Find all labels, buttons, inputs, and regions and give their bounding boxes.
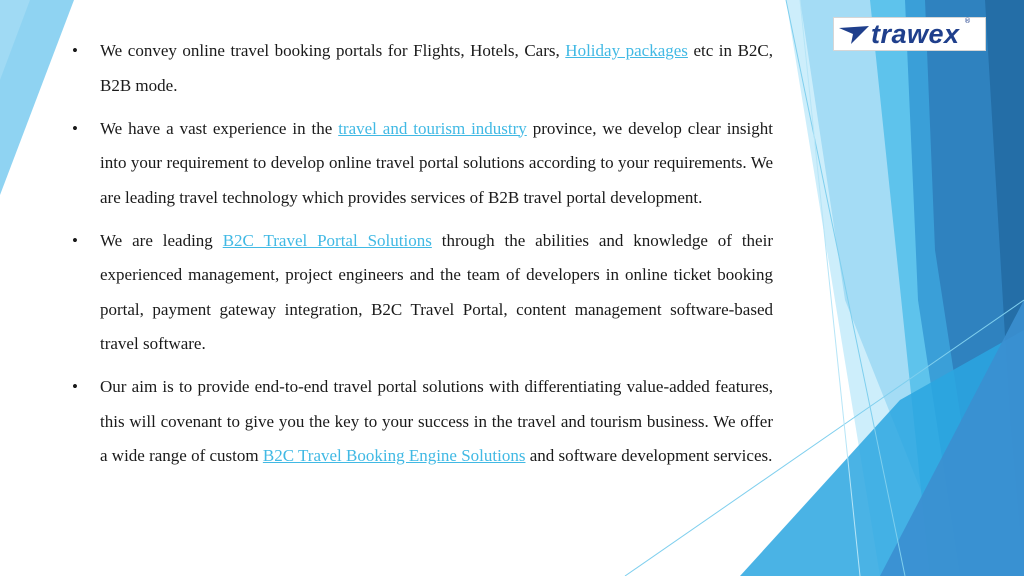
bullet-marker: • [72, 377, 78, 396]
bullet-item [72, 112, 773, 216]
bullet-text [100, 224, 773, 362]
bullet-text [100, 112, 773, 216]
bullet-marker: • [72, 41, 78, 60]
text-run: and software development services. [525, 446, 773, 465]
registered-mark: ® [964, 17, 971, 25]
text-run: through the abilities and knowledge of their experienced management, project engineers and the team of developers in online ticket booking portal, payment gateway integration, B2C Travel Portal, content management software-based travel software. [100, 230, 773, 353]
text-run: etc in B2C, B2B mode. [100, 41, 773, 95]
text-run: We have a vast experience in the [100, 118, 339, 138]
text-run: Our aim is to provide end-to-end travel portal solutions with differentiating value-added features, this will covenant to give you the key to your success in the travel and tourism business. We offer a wide range of custom [100, 377, 773, 465]
bullet-item [72, 34, 773, 103]
inline-link[interactable]: B2C Travel Booking Engine Solutions [262, 446, 526, 465]
inline-link[interactable]: travel and tourism industry [338, 118, 527, 138]
bullet-item [72, 370, 773, 474]
bullet-list [72, 34, 773, 474]
bullet-text [100, 34, 773, 103]
logo-text: trawex [871, 19, 960, 49]
text-run: province, we develop clear insight into your requirement to develop online travel portal solutions according to your requirements. We are leading travel technology which provides services of B2B travel portal development. [100, 118, 773, 207]
inline-link[interactable]: B2C Travel Portal Solutions [222, 230, 432, 250]
logo-arrow-icon [839, 26, 869, 44]
bullet-marker: • [72, 118, 78, 138]
slide-content [72, 34, 773, 482]
text-run: We convey online travel booking portals for Flights, Hotels, Cars, [100, 41, 566, 60]
inline-link[interactable]: Holiday packages [565, 41, 688, 60]
bullet-text [100, 370, 773, 474]
trawex-logo [833, 17, 986, 51]
bullet-marker: • [72, 230, 78, 250]
text-run: We are leading [100, 230, 223, 250]
bullet-item [72, 224, 773, 362]
